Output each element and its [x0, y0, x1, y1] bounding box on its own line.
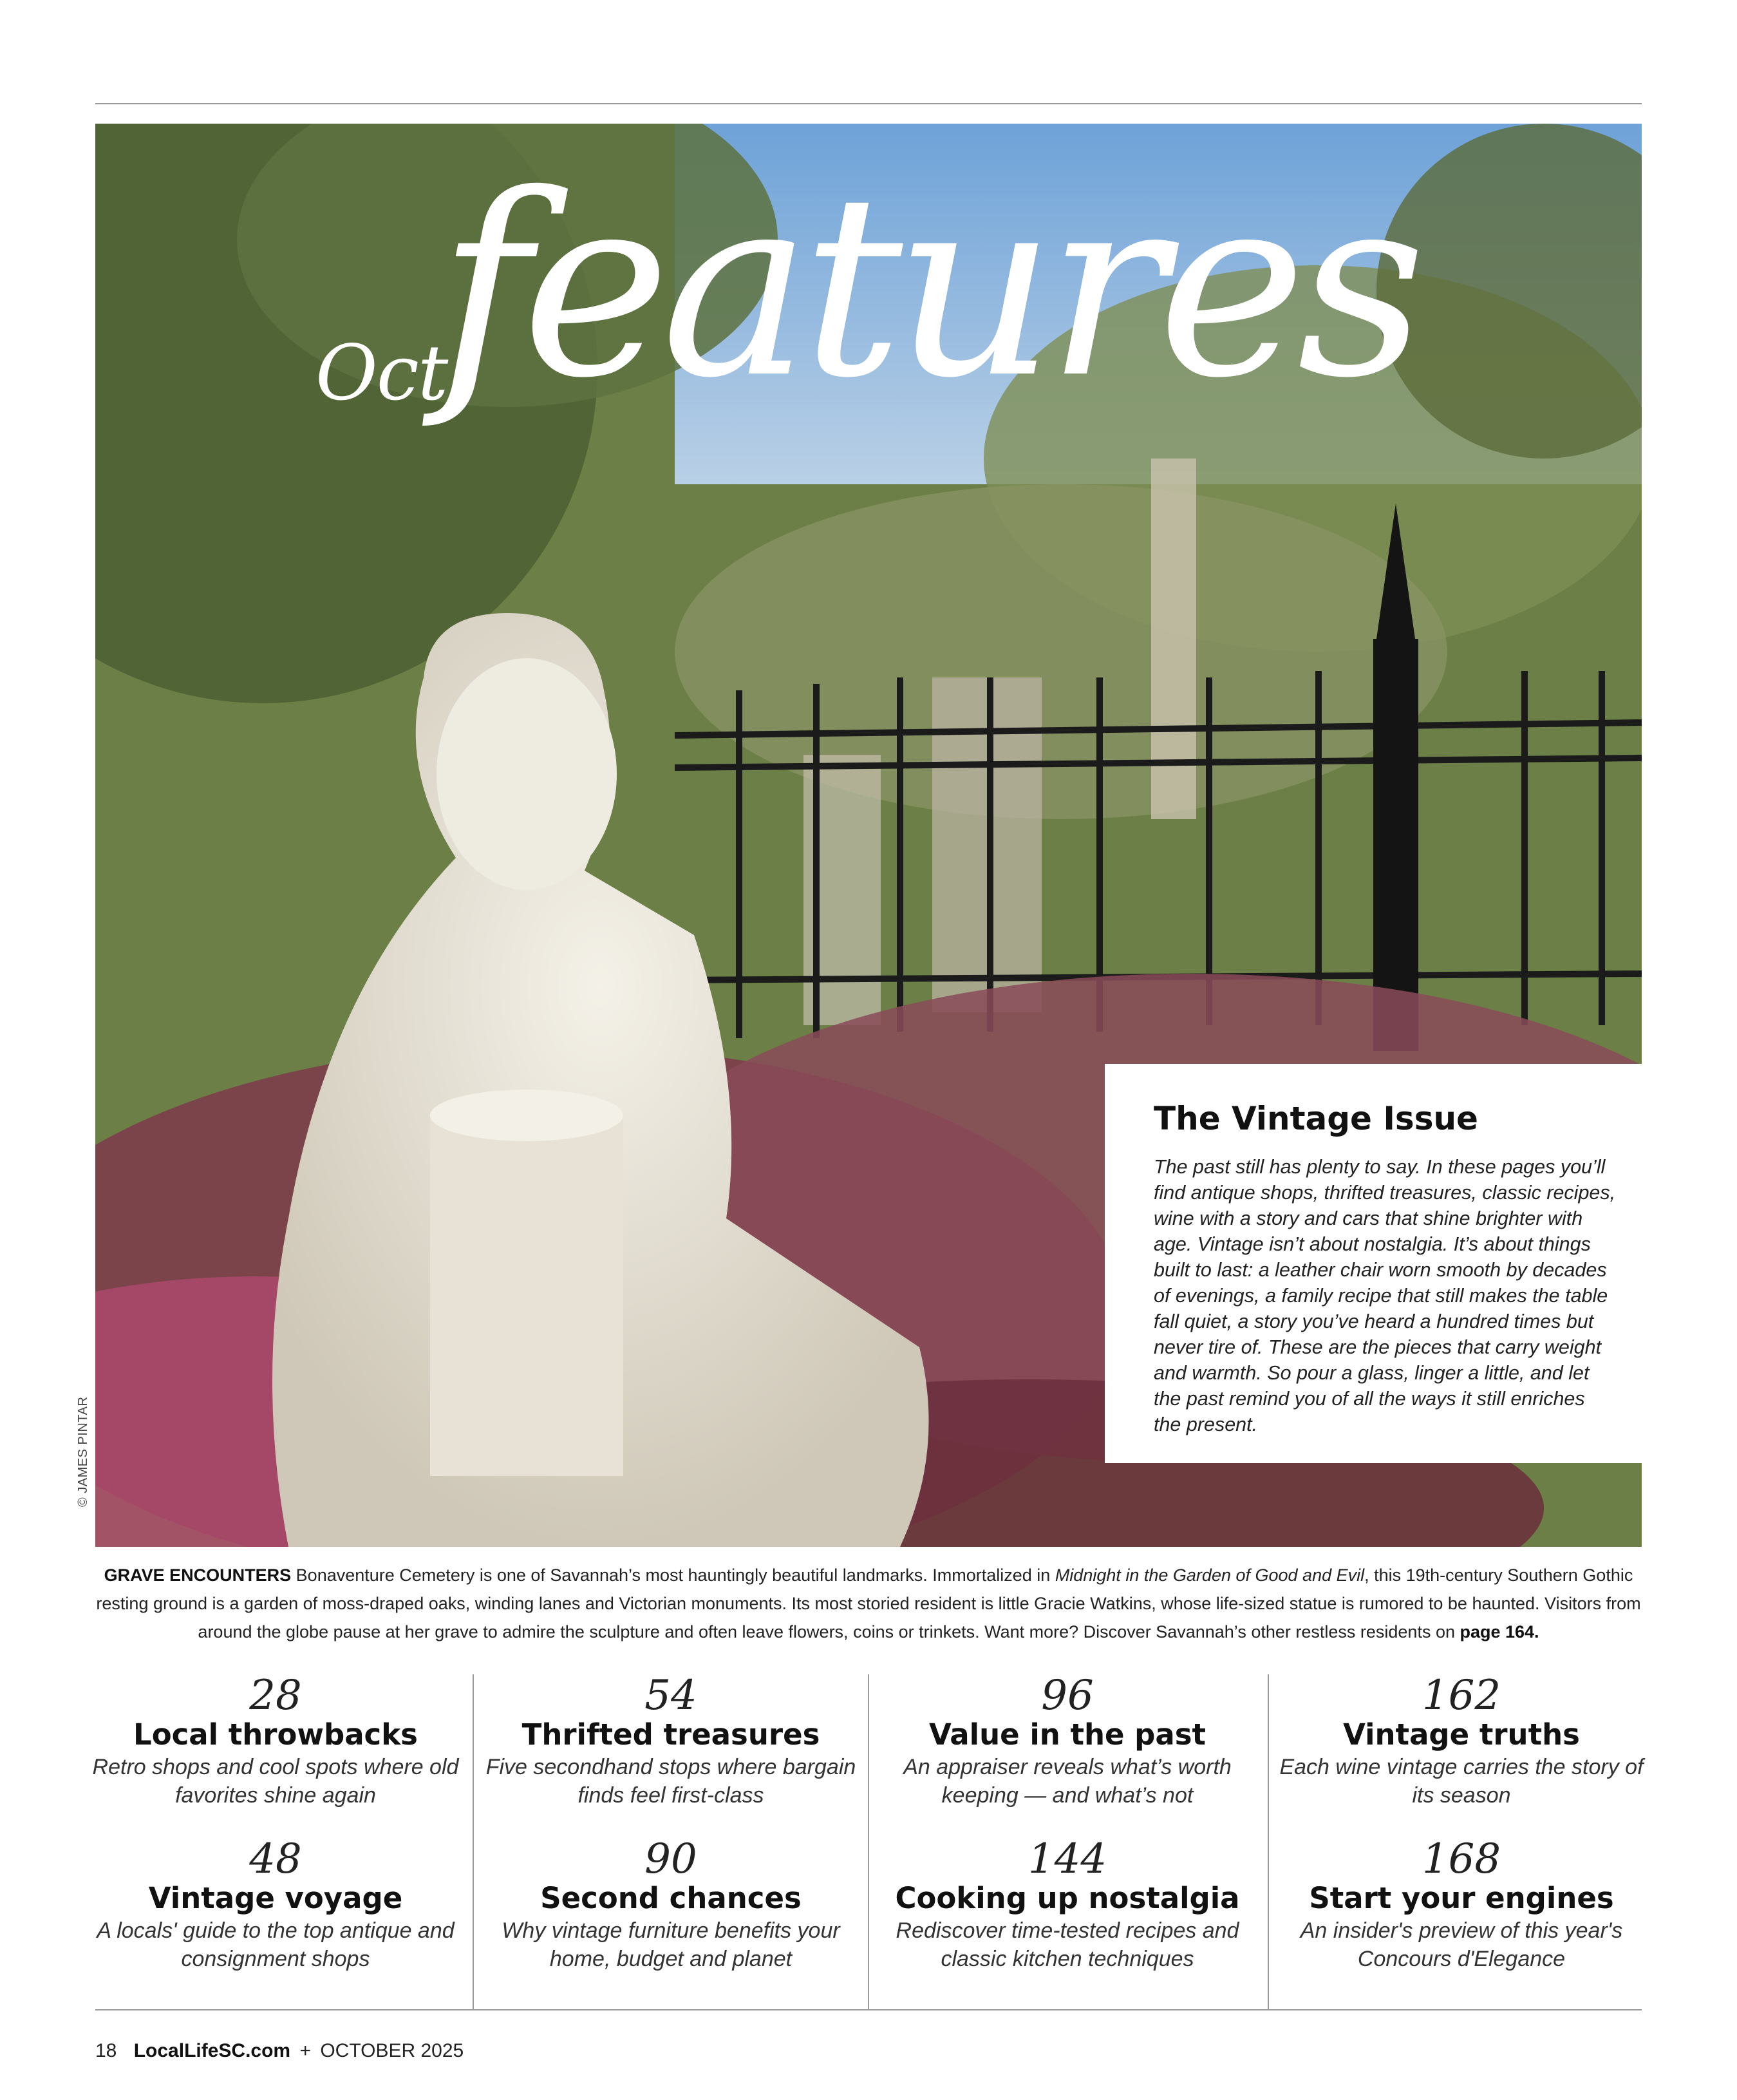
feature-page-number: 48: [249, 1835, 302, 1883]
feature-page-number: 90: [644, 1835, 697, 1883]
features-grid: [92, 1672, 1644, 2009]
feature-item[interactable]: [1268, 1674, 1655, 1838]
feature-item[interactable]: [478, 1674, 864, 1838]
feature-page-number: 162: [1422, 1672, 1501, 1719]
feature-item[interactable]: [478, 1835, 864, 2001]
feature-title: Local throwbacks: [133, 1717, 418, 1752]
site-link[interactable]: LocalLifeSC.com: [133, 2040, 291, 2061]
feature-title: Value in the past: [928, 1717, 1207, 1752]
caption-page-ref[interactable]: page 164.: [1460, 1622, 1539, 1641]
feature-title: Start your engines: [1309, 1881, 1614, 1915]
feature-item[interactable]: [1268, 1835, 1655, 2001]
features-column: [1268, 1674, 1655, 2001]
page-number: 18: [95, 2040, 117, 2061]
feature-page-number: 168: [1422, 1835, 1501, 1883]
title-features: features: [438, 140, 1417, 433]
feature-page-number: 96: [1041, 1672, 1094, 1719]
feature-description: Rediscover time-tested recipes and classic kitchen techniques: [896, 1918, 1239, 1971]
top-rule: [95, 103, 1642, 104]
feature-item[interactable]: [82, 1835, 469, 2001]
photo-credit: © JAMES PINTAR: [76, 1396, 90, 1507]
intro-title: The Vintage Issue: [1154, 1100, 1478, 1137]
feature-description: Why vintage furniture benefits your home, budget and planet: [502, 1918, 840, 1971]
feature-description: An appraiser reveals what’s worth keeping — and what’s not: [903, 1755, 1232, 1808]
feature-description: A locals' guide to the top antique and consignment shops: [97, 1918, 455, 1971]
caption-label: GRAVE ENCOUNTERS: [104, 1566, 292, 1585]
feature-item[interactable]: [874, 1674, 1261, 1838]
caption-book-title: Midnight in the Garden of Good and Evil: [1055, 1566, 1365, 1585]
caption-text-1: Bonaventure Cemetery is one of Savannah’s most hauntingly beautiful landmarks. Immortalized in: [291, 1566, 1055, 1585]
caption-text-2: , this 19th-century Southern Gothic resting ground is a garden of moss-draped oaks, winding lanes and Victorian monuments. Its most storied resident is little Gracie Watkins, whose life-sized statue is rumored to be haunted. Visitors from around the globe pause at her grave to admire the sculpture and often leave flowers, coins or trinkets. Want more? Discover Savannah’s other restless residents on: [96, 1566, 1641, 1641]
feature-title: Vintage voyage: [148, 1881, 403, 1915]
feature-page-number: 28: [249, 1672, 302, 1719]
features-column: [478, 1674, 864, 2001]
feature-title: Thrifted treasures: [521, 1717, 820, 1752]
features-column: [874, 1674, 1261, 2001]
feature-description: Each wine vintage carries the story of its season: [1279, 1755, 1644, 1808]
bottom-rule: [95, 2009, 1642, 2010]
title-oct: Oct: [315, 328, 447, 417]
intro-text: The past still has plenty to say. In these pages you’ll find antique shops, thrifted treasures, classic recipes, wine with a story and cars that shine brighter with age. Vintage isn’t about nostalgia. It’s about things built to last: a leather chair worn smooth by decades of evenings, a family recipe that still makes the table fall quiet, a story you’ve heard a hundred times but never tire of. These are the pieces that carry weight and warmth. So pour a glass, linger a little, and let the past remind you of all the ways it still enriches the present.: [1154, 1156, 1616, 1435]
column-divider: [473, 1674, 474, 2009]
photo-caption: [90, 1561, 1647, 1646]
feature-description: An insider's preview of this year's Concours d'Elegance: [1300, 1918, 1623, 1971]
feature-title: Vintage truths: [1343, 1717, 1580, 1752]
intro-box: [1105, 1064, 1642, 1463]
feature-page-number: 144: [1028, 1835, 1107, 1883]
feature-title: Cooking up nostalgia: [895, 1881, 1240, 1915]
footer-separator: +: [299, 2040, 311, 2061]
column-divider: [868, 1674, 869, 2009]
feature-title: Second chances: [540, 1881, 802, 1915]
features-column: [82, 1674, 469, 2001]
feature-item[interactable]: [874, 1835, 1261, 2001]
feature-item[interactable]: [82, 1674, 469, 1838]
page-footer: [95, 2040, 464, 2062]
feature-description: Five secondhand stops where bargain finds feel first-class: [485, 1755, 856, 1808]
feature-page-number: 54: [644, 1672, 697, 1719]
feature-description: Retro shops and cool spots where old favorites shine again: [92, 1755, 459, 1808]
issue-date: OCTOBER 2025: [320, 2040, 464, 2061]
